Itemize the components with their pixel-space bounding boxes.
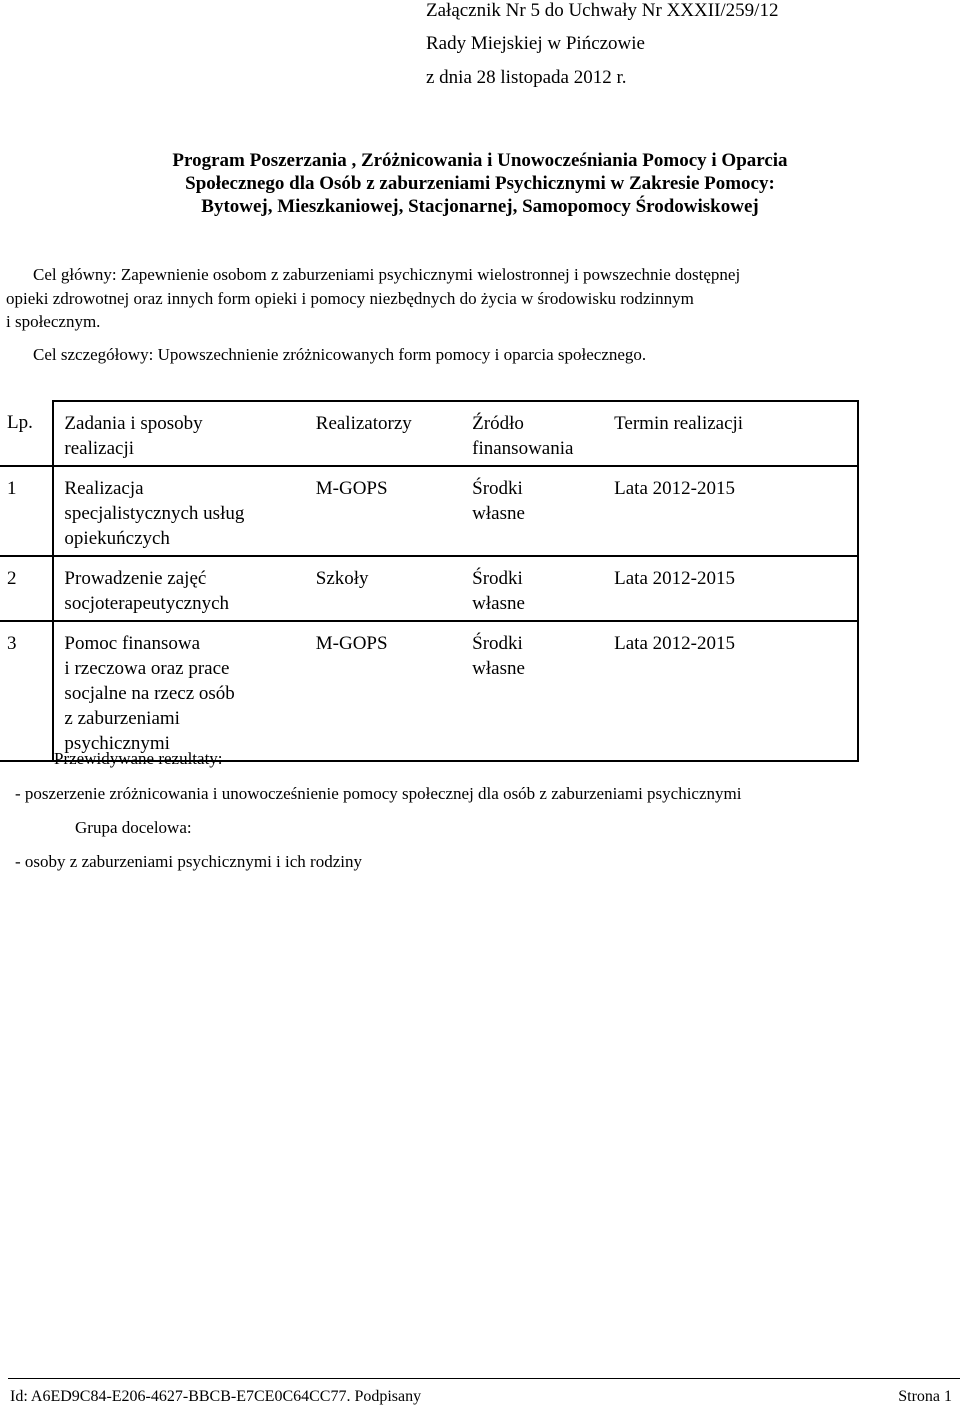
table-row: [0, 556, 858, 621]
main-goal-line3: i społecznym.: [6, 312, 101, 331]
results-text: - poszerzenie zróżnicowania i unowocześnienie pomocy społecznej dla osób z zaburzeniami psychicznymi: [15, 784, 742, 803]
row-realizator: Szkoły: [306, 556, 460, 621]
row-realizator: M-GOPS: [306, 621, 460, 761]
row-task-line: Pomoc finansowa: [64, 633, 201, 654]
row-lp: 1: [0, 466, 53, 556]
table-row: [0, 621, 858, 761]
row-task-line: socjalne na rzecz osób: [64, 683, 235, 704]
attachment-header-line2: Rady Miejskiej w Pińczowie: [426, 33, 645, 54]
header-zadania-line2: realizacji: [64, 438, 135, 459]
row-source-line: własne: [472, 593, 525, 614]
tasks-table: [0, 400, 859, 762]
program-title-line1: Program Poszerzania , Zróżnicowania i Unowocześniania Pomocy i Oparcia: [172, 150, 788, 171]
row-lp: 2: [0, 556, 53, 621]
header-zrodlo-line2: finansowania: [472, 438, 574, 459]
row-source-line: Środki: [472, 568, 523, 589]
row-task-line: specjalistycznych usług: [64, 503, 245, 524]
program-title-line3: Bytowej, Mieszkaniowej, Stacjonarnej, Samopomocy Środowiskowej: [201, 196, 759, 217]
row-realizator: M-GOPS: [306, 466, 460, 556]
header-termin: Termin realizacji: [614, 413, 744, 434]
row-source-line: Środki: [472, 478, 523, 499]
row-task-line: z zaburzeniami: [64, 708, 180, 729]
attachment-header-line1: Załącznik Nr 5 do Uchwały Nr XXXII/259/12: [426, 0, 779, 21]
row-task-line: socjoterapeutycznych: [64, 593, 230, 614]
target-group-text: - osoby z zaburzeniami psychicznymi i ich rodziny: [15, 852, 362, 871]
main-goal-line2: opieki zdrowotnej oraz innych form opieki i pomocy niezbędnych do życia w środowisku rodzinnym: [6, 289, 694, 308]
row-termin: Lata 2012-2015: [605, 621, 858, 761]
main-goal-line1: Cel główny: Zapewnienie osobom z zaburzeniami psychicznymi wielostronnej i powszechnie dostępnej: [33, 265, 741, 284]
row-task-line: psychicznymi: [64, 733, 170, 754]
row-task-line: i rzeczowa oraz prace: [64, 658, 230, 679]
program-title-line2: Społecznego dla Osób z zaburzeniami Psychicznymi w Zakresie Pomocy:: [185, 173, 775, 194]
header-zadania-line1: Zadania i sposoby: [64, 413, 203, 434]
row-termin: Lata 2012-2015: [605, 466, 858, 556]
attachment-header-line3: z dnia 28 listopada 2012 r.: [426, 67, 627, 88]
header-zrodlo-line1: Źródło: [472, 413, 524, 434]
row-source-line: Środki: [472, 633, 523, 654]
results-label: Przewidywane rezultaty:: [54, 749, 223, 768]
header-lp: Lp.: [7, 412, 33, 433]
row-source-line: własne: [472, 658, 525, 679]
detailed-goal: Cel szczegółowy: Upowszechnienie zróżnicowanych form pomocy i oparcia społecznego.: [33, 345, 647, 364]
row-task-line: Realizacja: [64, 478, 144, 499]
table-row: [0, 466, 858, 556]
footer-page-number: Strona 1: [898, 1388, 952, 1405]
row-termin: Lata 2012-2015: [605, 556, 858, 621]
table-header-row: [0, 401, 858, 466]
header-realizatorzy: Realizatorzy: [315, 413, 412, 434]
footer-document-id: Id: A6ED9C84-E206-4627-BBCB-E7CE0C64CC77. Podpisany: [10, 1388, 422, 1405]
footer-divider: [8, 1378, 960, 1379]
row-lp: 3: [0, 621, 53, 761]
row-source-line: własne: [472, 503, 525, 524]
row-task-line: Prowadzenie zajęć: [64, 568, 207, 589]
target-group-label: Grupa docelowa:: [75, 818, 192, 837]
row-task-line: opiekuńczych: [64, 528, 170, 549]
